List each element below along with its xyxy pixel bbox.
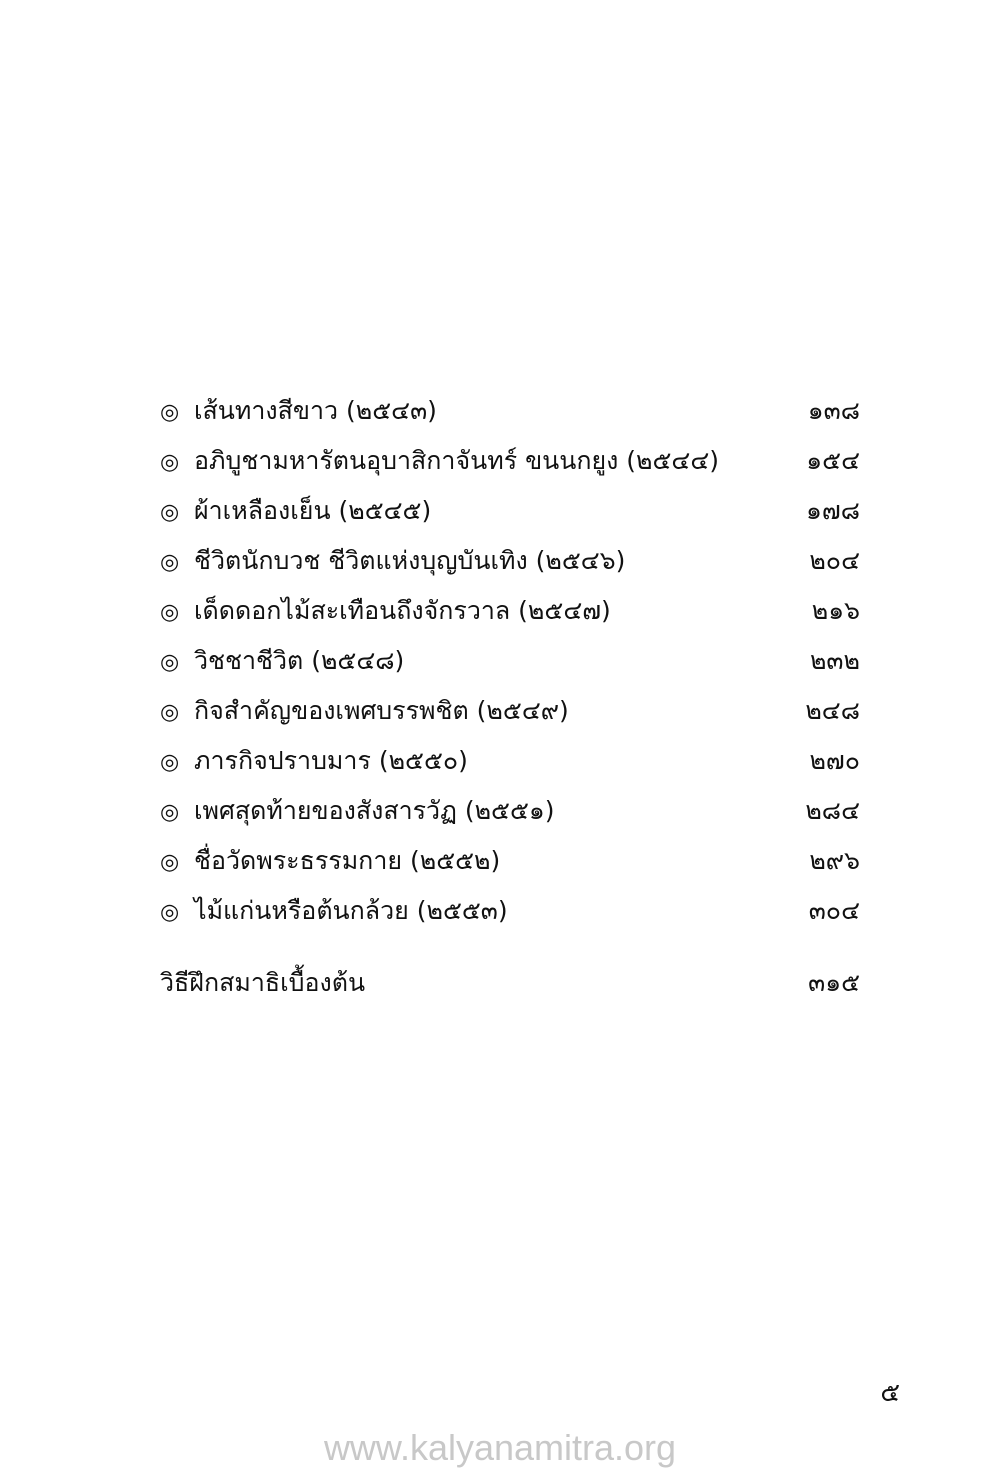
toc-main-entry-title: วิธีฝึกสมาธิเบื้องต้น	[160, 968, 366, 997]
toc-entry	[160, 836, 860, 886]
bullet-icon: ◎	[160, 800, 180, 825]
toc-main-entry-page: ๓๑๕	[808, 968, 860, 997]
toc-entry-title: อภิบูชามหารัตนอุบาสิกาจันทร์ ขนนกยูง (๒๕๔๔)	[194, 446, 720, 475]
bullet-icon: ◎	[160, 650, 180, 675]
toc-entry-title: กิจสำคัญของเพศบรรพชิต (๒๕๔๙)	[194, 696, 569, 725]
toc-entry-page: ๓๐๔	[808, 896, 860, 925]
toc-entry-page: ๒๗๐	[809, 746, 860, 775]
toc-entry-title: เส้นทางสีขาว (๒๕๔๓)	[194, 396, 437, 425]
toc-entry-page: ๒๔๘	[805, 696, 860, 725]
toc-entry	[160, 536, 860, 586]
bullet-icon: ◎	[160, 750, 180, 775]
bullet-icon: ◎	[160, 400, 180, 425]
table-of-contents	[160, 386, 860, 1008]
toc-entry	[160, 386, 860, 436]
bullet-icon: ◎	[160, 450, 180, 475]
bullet-icon: ◎	[160, 900, 180, 925]
toc-entry-title: ไม้แก่นหรือต้นกล้วย (๒๕๕๓)	[194, 896, 508, 925]
toc-entry-title: เพศสุดท้ายของสังสารวัฏ (๒๕๕๑)	[194, 796, 555, 825]
bullet-icon: ◎	[160, 850, 180, 875]
toc-entry	[160, 436, 860, 486]
toc-entry-page: ๒๑๖	[811, 596, 860, 625]
toc-entry-title: ภารกิจปราบมาร (๒๕๕๐)	[194, 746, 468, 775]
bullet-icon: ◎	[160, 500, 180, 525]
toc-entry	[160, 686, 860, 736]
toc-entry-page: ๑๕๔	[806, 446, 860, 475]
bullet-icon: ◎	[160, 550, 180, 575]
toc-entry-title: ชีวิตนักบวช ชีวิตแห่งบุญบันเทิง (๒๕๔๖)	[194, 546, 626, 575]
toc-entry-title: วิชชาชีวิต (๒๕๔๘)	[194, 646, 405, 675]
toc-entry-page: ๑๓๘	[807, 396, 860, 425]
toc-entry-page: ๒๙๖	[809, 846, 860, 875]
watermark: www.kalyanamitra.org	[323, 1427, 677, 1468]
toc-entry-page: ๑๗๘	[806, 496, 860, 525]
toc-entry-title: ผ้าเหลืองเย็น (๒๕๔๕)	[194, 496, 432, 525]
toc-entry-page: ๒๐๔	[809, 546, 860, 575]
toc-entry	[160, 736, 860, 786]
page-number: ๕	[880, 1378, 900, 1408]
bullet-icon: ◎	[160, 700, 180, 725]
toc-entry-page: ๒๓๒	[809, 646, 860, 675]
toc-entry	[160, 786, 860, 836]
toc-entry	[160, 586, 860, 636]
toc-entry-title: ชื่อวัดพระธรรมกาย (๒๕๕๒)	[194, 846, 501, 875]
toc-entry-title: เด็ดดอกไม้สะเทือนถึงจักรวาล (๒๕๔๗)	[194, 596, 611, 625]
bullet-icon: ◎	[160, 600, 180, 625]
toc-entry	[160, 486, 860, 536]
toc-entry-page: ๒๘๔	[805, 796, 860, 825]
toc-entry	[160, 886, 860, 936]
toc-main-entry	[160, 958, 860, 1008]
toc-entry	[160, 636, 860, 686]
